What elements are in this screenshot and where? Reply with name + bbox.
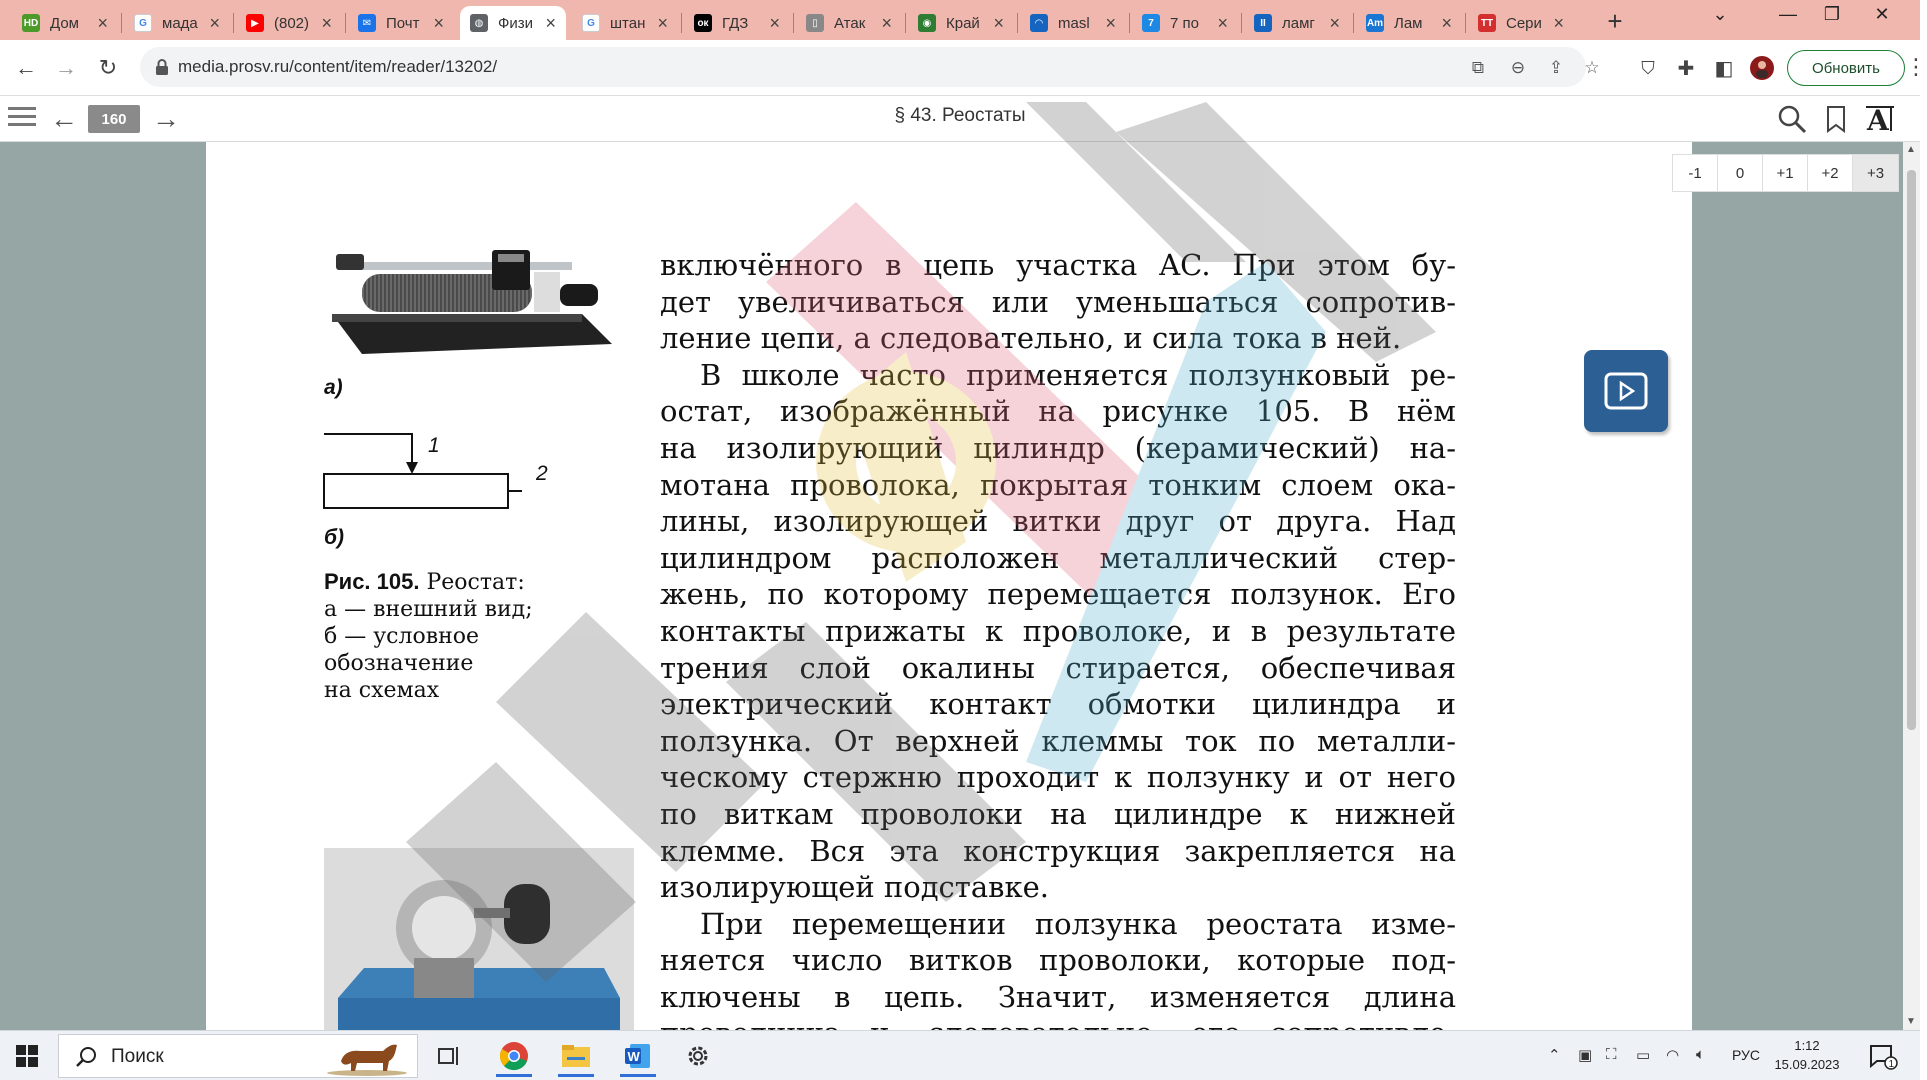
tab-separator (345, 13, 346, 33)
tab-title: Физи (498, 14, 534, 32)
browser-menu-icon[interactable]: ⋮ (1905, 54, 1927, 79)
scrollbar-thumb[interactable] (1907, 170, 1916, 730)
text-line: няется число витков проволоки, которые под- (660, 943, 1456, 978)
tab-title: мада (162, 14, 198, 32)
zoom-level-button[interactable]: +2 (1808, 155, 1853, 191)
tab-4[interactable] (460, 6, 566, 40)
tab-separator (233, 13, 234, 33)
page-scrollbar[interactable] (1903, 142, 1920, 1030)
google-icon: G (582, 14, 600, 32)
clock-time: 1:12 (1794, 1038, 1820, 1053)
search-icon[interactable] (1776, 103, 1808, 135)
text-line: включённого в цепь участка AC. При этом бу- (660, 248, 1456, 282)
notification-count: 1 (1888, 1059, 1895, 1070)
extensions-puzzle-icon[interactable]: ✚ (1677, 57, 1695, 80)
restore-button[interactable]: ❐ (1823, 4, 1841, 24)
close-window-button[interactable]: ✕ (1874, 4, 1890, 24)
mail-icon: ✉ (358, 14, 376, 32)
forward-arrow-icon[interactable]: → (55, 55, 77, 80)
caption-line: б — условное (324, 624, 480, 649)
close-tab-icon[interactable]: × (321, 12, 332, 33)
text-line: лины, изолирующей витки друг от друга. Над (660, 504, 1456, 539)
text-line: цилиндром расположен металлический стер- (660, 540, 1456, 575)
text-line: ление цепи, а следовательно, и сила тока в ней. (660, 321, 1402, 356)
reload-icon[interactable]: ↻ (98, 55, 118, 80)
text-size-icon[interactable] (1864, 103, 1896, 135)
text-line: остат, изображённый на рисунке 105. В нём (660, 394, 1456, 429)
word-app-icon[interactable] (614, 1035, 662, 1077)
file-explorer-icon[interactable] (552, 1035, 600, 1077)
tab-title: Сери (1506, 14, 1542, 32)
schematic-mark-1: 1 (428, 434, 440, 457)
bookmark-star-icon[interactable]: ☆ (1584, 58, 1600, 77)
minimize-button[interactable]: — (1779, 4, 1797, 24)
taskbar-search-label: Поиск (111, 1046, 164, 1067)
bookmark-icon[interactable] (1820, 103, 1852, 135)
zoom-level-button[interactable]: +3 (1853, 155, 1898, 191)
close-tab-icon[interactable]: × (1329, 12, 1340, 33)
figure-caption (324, 568, 584, 704)
caption-line: обозначение (324, 651, 474, 676)
tab-7[interactable] (796, 6, 902, 40)
tab-11[interactable] (1244, 6, 1350, 40)
tab-separator (1129, 13, 1130, 33)
text-line: ческому стержню проходит к ползунку и от него (660, 760, 1456, 795)
profile-avatar[interactable] (1746, 52, 1778, 84)
browser-toolbar (0, 40, 1927, 96)
tab-title: ГДЗ (722, 14, 749, 32)
meet-now-icon[interactable]: ▣ (1578, 1047, 1593, 1064)
page-icon: ▯ (806, 14, 824, 32)
play-video-icon[interactable] (1603, 371, 1649, 411)
lock-icon[interactable] (152, 57, 172, 77)
tab-title: Атак (834, 14, 866, 32)
close-tab-icon[interactable]: × (993, 12, 1004, 33)
shield-extension-icon[interactable]: ⛉ (1641, 57, 1655, 78)
rheostat-slider-photo (324, 848, 634, 1030)
address-bar[interactable] (140, 47, 1600, 87)
next-page-arrow-icon[interactable]: → (152, 103, 180, 134)
youtube-icon: ▶ (246, 14, 264, 32)
text-line (660, 906, 1456, 943)
translate-icon[interactable]: ⧉ (1471, 58, 1485, 77)
close-tab-icon[interactable]: × (657, 12, 668, 33)
tab-1[interactable] (124, 6, 230, 40)
text-line: дет увеличиваться или уменьшаться сопротив- (660, 284, 1456, 319)
tab-title: (802) (274, 14, 310, 32)
tab-separator (1353, 13, 1354, 33)
chrome-app-icon[interactable] (490, 1035, 538, 1077)
svg-text:A: A (1867, 104, 1889, 137)
close-tab-icon[interactable]: × (1553, 12, 1564, 33)
ok-icon: ок (694, 14, 712, 32)
text-line: жень, по которому перемещается ползунок. Его (660, 577, 1456, 612)
share-icon[interactable]: ⇪ (1548, 58, 1564, 77)
zoom-control (1672, 154, 1899, 192)
new-tab-button[interactable]: + (1607, 6, 1623, 36)
text-line: мотана проволока, покрытая тонким слоем ока- (660, 467, 1456, 502)
side-panel-icon[interactable]: ◧ (1714, 57, 1734, 80)
close-tab-icon[interactable]: × (1217, 12, 1228, 33)
close-tab-icon[interactable]: × (97, 12, 108, 33)
tab-9[interactable] (1020, 6, 1126, 40)
zoom-level-button[interactable]: 0 (1718, 155, 1763, 191)
close-tab-icon[interactable]: × (545, 12, 556, 33)
wifi-icon[interactable]: ◠ (1666, 1047, 1680, 1064)
tab-8[interactable] (908, 6, 1014, 40)
scroll-down-icon[interactable]: ▼ (1906, 1016, 1916, 1027)
tray-app-icon[interactable]: ⛶ (1606, 1046, 1617, 1063)
text-line: по виткам проволоки на цилиндре к нижней (660, 796, 1456, 831)
google-icon: G (134, 14, 152, 32)
text-line: изолирующей подставке. (660, 870, 1049, 905)
system-clock[interactable] (1772, 1036, 1842, 1074)
zoom-level-button[interactable]: +1 (1763, 155, 1808, 191)
windows-taskbar (0, 1030, 1920, 1080)
tab-separator (1465, 13, 1466, 33)
caption-number: Рис. 105. (324, 569, 420, 594)
tab-separator (681, 13, 682, 33)
tab-3[interactable] (348, 6, 454, 40)
caption-title: Реостат: (419, 570, 525, 595)
tab-title: Лам (1394, 14, 1423, 32)
caption-line: а — внешний вид; (324, 597, 533, 622)
close-tab-icon[interactable]: × (1441, 12, 1452, 33)
text-line: контакты прижаты к проволоке, и в результате (660, 613, 1456, 648)
tab-12[interactable] (1356, 6, 1462, 40)
seven-icon: 7 (1142, 14, 1160, 32)
tab-title: 7 по (1170, 14, 1199, 32)
chapter-title: § 43. Реостаты (894, 105, 1026, 126)
horse-search-highlight-icon (321, 1037, 413, 1077)
tab-separator (905, 13, 906, 33)
scroll-up-icon[interactable]: ▲ (1906, 144, 1916, 155)
tab-title: Край (946, 14, 980, 32)
search-icon (75, 1046, 97, 1068)
tab-separator (1017, 13, 1018, 33)
back-arrow-icon[interactable]: ← (15, 55, 37, 80)
text-line: на изолирующий цилиндр (керамический) на- (660, 430, 1456, 465)
text-line: ползунка. От верхней клеммы ток по металли- (660, 723, 1456, 758)
notification-center-icon[interactable] (1868, 1043, 1898, 1076)
text-line: клемме. Вся эта конструкция закрепляется на (660, 833, 1456, 868)
text-line (660, 357, 1456, 394)
page-number-field[interactable]: 160 (88, 105, 140, 133)
tab-separator (793, 13, 794, 33)
tab-13[interactable] (1468, 6, 1574, 40)
update-button[interactable]: Обновить (1787, 50, 1905, 86)
tab-separator (1241, 13, 1242, 33)
close-tab-icon[interactable]: × (1105, 12, 1116, 33)
globe-icon: ◍ (470, 14, 488, 32)
text-line-content: При перемещении ползунка реостата изме- (700, 906, 1456, 941)
tab-2[interactable] (236, 6, 342, 40)
schematic-mark-2: 2 (536, 462, 548, 485)
am-icon: Am (1366, 14, 1384, 32)
input-language[interactable]: РУС (1732, 1047, 1761, 1063)
tab-title: masl (1058, 14, 1090, 32)
tab-title: Дом (50, 14, 79, 32)
battery-icon[interactable]: ▭ (1636, 1047, 1651, 1064)
task-view-icon[interactable] (425, 1035, 473, 1077)
tab-search-chevron-icon[interactable]: ⌄ (1712, 4, 1728, 24)
svg-text:W: W (627, 1049, 640, 1064)
close-tab-icon[interactable]: × (769, 12, 780, 33)
close-tab-icon[interactable]: × (209, 12, 220, 33)
tab-6[interactable] (684, 6, 790, 40)
volume-icon[interactable]: 🔈︎ (1696, 1046, 1706, 1063)
tab-0[interactable] (12, 6, 118, 40)
taskbar-search[interactable] (58, 1034, 418, 1078)
text-line: трения слой окалины стирается, обеспечивая (660, 650, 1456, 685)
tab-separator (121, 13, 122, 33)
tab-10[interactable] (1132, 6, 1238, 40)
zoom-level-button[interactable]: -1 (1673, 155, 1718, 191)
zoom-out-icon[interactable]: ⊖ (1510, 58, 1526, 77)
edge-icon: ◠ (1030, 14, 1048, 32)
rheostat-schematic (322, 422, 522, 522)
rheostat-photo (322, 244, 616, 364)
figure-label-b: б) (324, 526, 344, 549)
tab-title: ламг (1282, 14, 1315, 32)
prev-page-arrow-icon[interactable]: ← (50, 103, 78, 134)
clock-date: 15.09.2023 (1774, 1057, 1840, 1072)
caption-line: на схемах (324, 678, 440, 703)
close-tab-icon[interactable]: × (433, 12, 444, 33)
video-play-button[interactable] (1584, 350, 1668, 432)
tab-5[interactable] (572, 6, 678, 40)
reader-header (0, 97, 1920, 142)
android-icon: ◉ (918, 14, 936, 32)
windows-start-icon[interactable] (16, 1045, 38, 1067)
close-tab-icon[interactable]: × (881, 12, 892, 33)
pause-icon: II (1254, 14, 1272, 32)
figure-label-a: а) (324, 376, 343, 399)
hd-icon: HD (22, 14, 40, 32)
textbook-page (206, 142, 1692, 1030)
tray-chevron-up-icon[interactable]: ⌃ (1548, 1047, 1561, 1064)
tv-icon: ТТ (1478, 14, 1496, 32)
text-line: ключены в цепь. Значит, изменяется длина (660, 979, 1456, 1014)
tab-strip (0, 0, 1920, 40)
url-text[interactable]: media.prosv.ru/content/item/reader/13202/ (178, 57, 498, 76)
text-line-content: В школе часто применяется ползунковый ре- (700, 357, 1456, 392)
settings-gear-icon[interactable] (674, 1035, 722, 1077)
text-line: электрический контакт обмотки цилиндра и (660, 687, 1456, 722)
tab-title: штан (610, 14, 646, 32)
textbook-body (660, 247, 1456, 1052)
tab-title: Почт (386, 14, 420, 32)
